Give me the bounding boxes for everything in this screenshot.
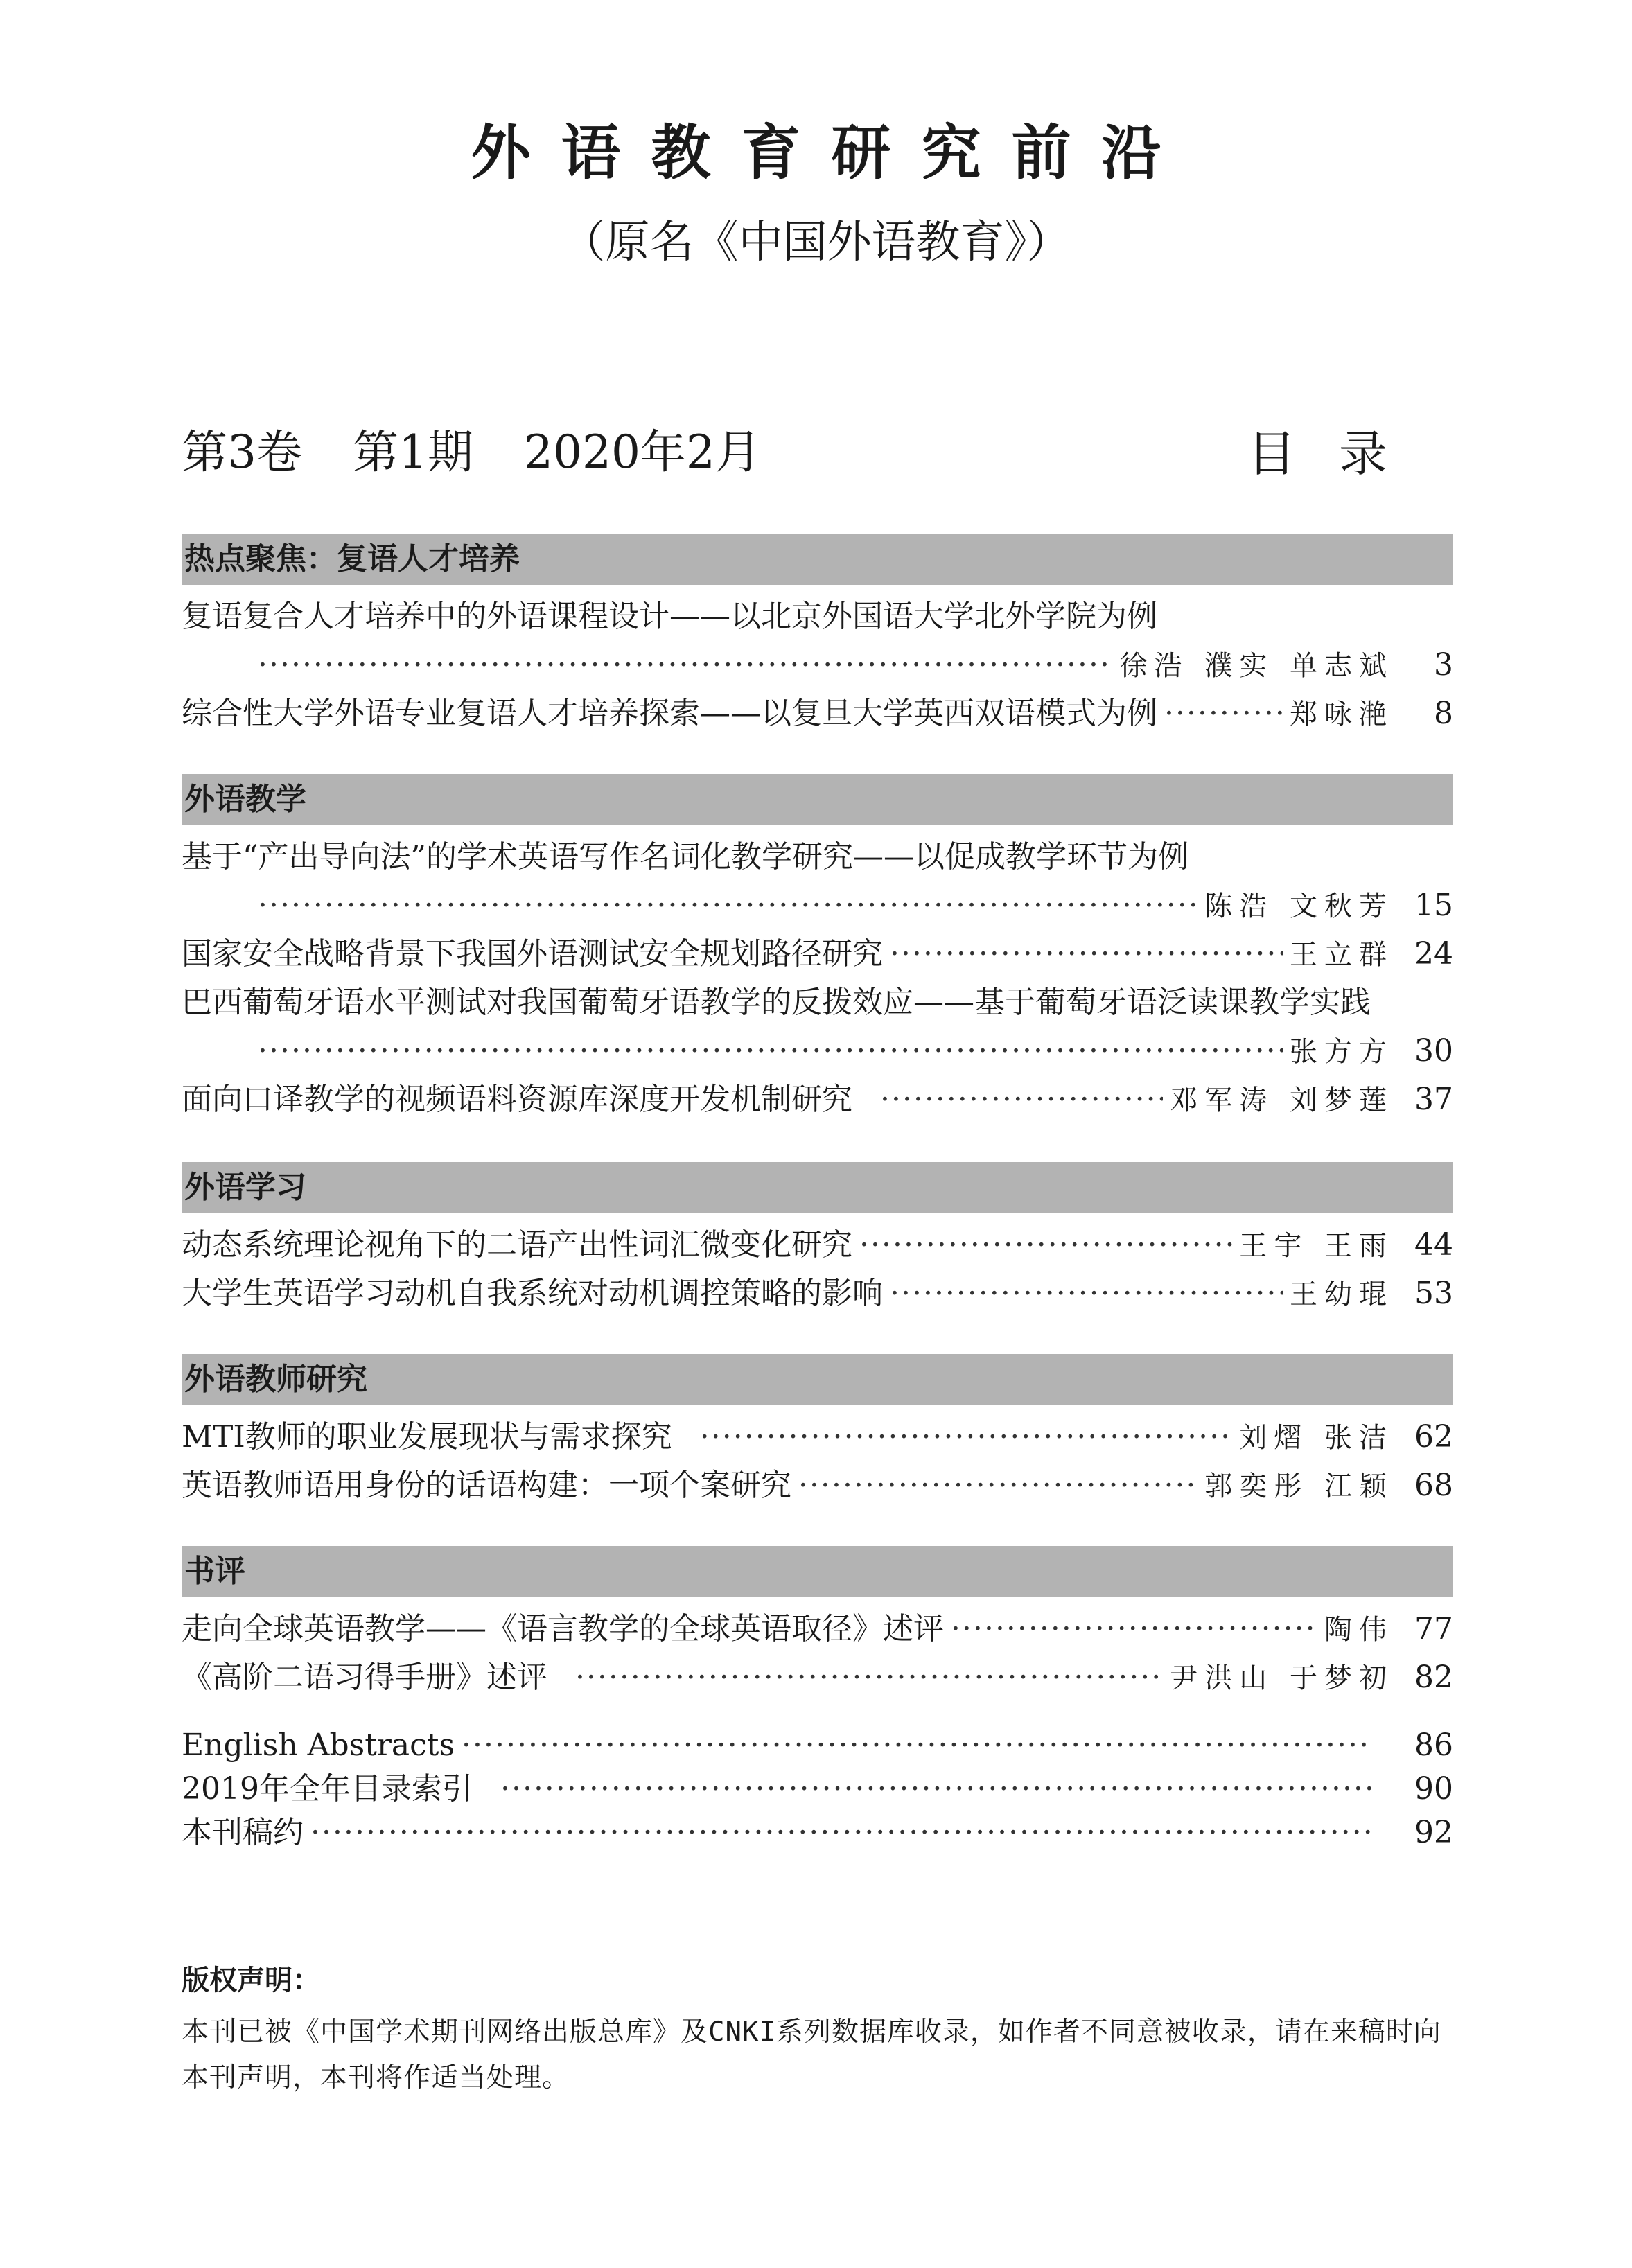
toc-entry-page: 8 [1434,696,1453,731]
toc-entry[interactable] [182,931,1453,977]
toc-entry-page: 53 [1414,1276,1453,1311]
toc-entry-page: 3 [1434,647,1453,683]
journal-title: 外语教育研究前沿 [471,118,1192,188]
toc-label: 目录 [1247,425,1430,482]
toc-entry-page: 44 [1414,1227,1453,1263]
dot-leader [890,931,1283,977]
copyright-text: 本刊已被《中国学术期刊网络出版总库》及CNKI系列数据库收录，如作者不同意被收录，请在来稿时向本刊声明，本刊将作适当处理。 [182,2016,1441,2093]
toc-entry-title: 动态系统理论视角下的二语产出性词汇微变化研究 [182,1227,852,1263]
dot-leader [890,1271,1283,1317]
dot-leader [462,1723,1373,1768]
toc-entry-page: 30 [1414,1033,1453,1069]
back-matter-page: 92 [1414,1815,1453,1850]
back-matter-page: 90 [1414,1771,1453,1807]
toc-entry-title: 综合性大学外语专业复语人才培养探索——以复旦大学英西双语模式为例 [182,696,1157,731]
toc-entry[interactable] [182,1414,1453,1460]
back-matter-entry[interactable] [182,1810,1453,1856]
toc-entry-page: 15 [1414,888,1453,923]
dot-leader [258,642,1113,688]
toc-entry[interactable] [182,1222,1453,1268]
dot-leader [880,1077,1163,1123]
toc-entry-authors: 徐浩 濮实 单志斌 [1119,650,1394,682]
section-heading: 书评 [182,1546,1453,1597]
toc-entry[interactable] [182,1463,1453,1509]
dot-leader [500,1766,1373,1812]
toc-entry-byline[interactable] [182,1028,1453,1074]
dot-leader [258,883,1197,929]
dot-leader [1164,691,1283,737]
toc-entry-title[interactable]: 复语复合人才培养中的外语课程设计——以北京外国语大学北外学院为例 [182,599,1157,634]
journal-subtitle: （原名《中国外语教育》） [561,217,1071,268]
toc-entry-page: 82 [1414,1660,1453,1695]
issue-date-label: 2020年2月 [523,425,761,479]
toc-entry-authors: 刘熠 张洁 [1239,1422,1394,1454]
toc-entry[interactable] [182,1271,1453,1317]
back-matter-entry[interactable] [182,1766,1453,1812]
toc-entry-authors: 王幼琨 [1290,1278,1394,1310]
back-matter-title: 本刊稿约 [182,1815,304,1850]
toc-entry-authors: 王立群 [1290,939,1394,971]
toc-entry-page: 68 [1414,1468,1453,1503]
toc-entry-page: 24 [1414,936,1453,972]
toc-entry-title: 英语教师语用身份的话语构建：一项个案研究 [182,1468,791,1503]
section-heading: 热点聚焦：复语人才培养 [182,534,1453,585]
section-heading: 外语学习 [182,1162,1453,1213]
dot-leader [258,1028,1283,1074]
volume-label: 第3卷 [182,425,302,479]
section-heading: 外语教学 [182,774,1453,825]
toc-entry-authors: 郭奕彤 江颖 [1204,1470,1394,1502]
toc-entry-title[interactable]: 巴西葡萄牙语水平测试对我国葡萄牙语教学的反拨效应——基于葡萄牙语泛读课教学实践 [182,985,1371,1020]
back-matter-title: 2019年全年目录索引 [182,1771,473,1807]
dot-leader [700,1414,1233,1460]
toc-entry-page: 62 [1414,1419,1453,1454]
dot-leader [310,1810,1373,1856]
toc-entry-title: 国家安全战略背景下我国外语测试安全规划路径研究 [182,936,883,972]
toc-entry-title: 《高阶二语习得手册》述评 [182,1660,547,1695]
copyright-title: 版权声明： [182,1964,320,1996]
toc-entry-authors: 陈浩 文秋芳 [1204,890,1394,922]
dot-leader [575,1655,1163,1700]
back-matter-page: 86 [1414,1728,1453,1763]
toc-entry[interactable] [182,1655,1453,1700]
issue-info [182,425,797,479]
toc-entry-authors: 陶伟 [1324,1614,1394,1646]
toc-entry-byline[interactable] [182,883,1453,929]
toc-entry-authors: 张方方 [1290,1036,1394,1068]
section-heading: 外语教师研究 [182,1354,1453,1405]
back-matter-entry[interactable] [182,1723,1453,1768]
toc-entry[interactable] [182,1077,1453,1123]
dot-leader [951,1606,1317,1652]
dot-leader [798,1463,1197,1509]
toc-entry-authors: 邓军涛 刘梦莲 [1170,1084,1394,1116]
dot-leader [859,1222,1232,1268]
toc-entry-authors: 尹洪山 于梦初 [1170,1662,1394,1694]
toc-entry[interactable] [182,1606,1453,1652]
toc-entry-page: 37 [1414,1082,1453,1117]
toc-entry-title: 面向口译教学的视频语料资源库深度开发机制研究 [182,1082,852,1117]
toc-entry-authors: 王宇 王雨 [1239,1230,1394,1262]
toc-entry-title: 走向全球英语教学——《语言教学的全球英语取径》述评 [182,1611,944,1646]
toc-entry-page: 77 [1414,1611,1453,1646]
issue-number-label: 第1期 [352,425,473,479]
toc-entry-authors: 郑咏滟 [1290,698,1394,730]
toc-entry[interactable] [182,691,1453,737]
toc-entry-title[interactable]: 基于“产出导向法”的学术英语写作名词化教学研究——以促成教学环节为例 [182,839,1188,874]
toc-entry-title: MTI教师的职业发展现状与需求探究 [182,1419,672,1454]
toc-entry-byline[interactable] [182,642,1453,688]
back-matter-title: English Abstracts [182,1728,455,1763]
toc-entry-title: 大学生英语学习动机自我系统对动机调控策略的影响 [182,1276,883,1311]
